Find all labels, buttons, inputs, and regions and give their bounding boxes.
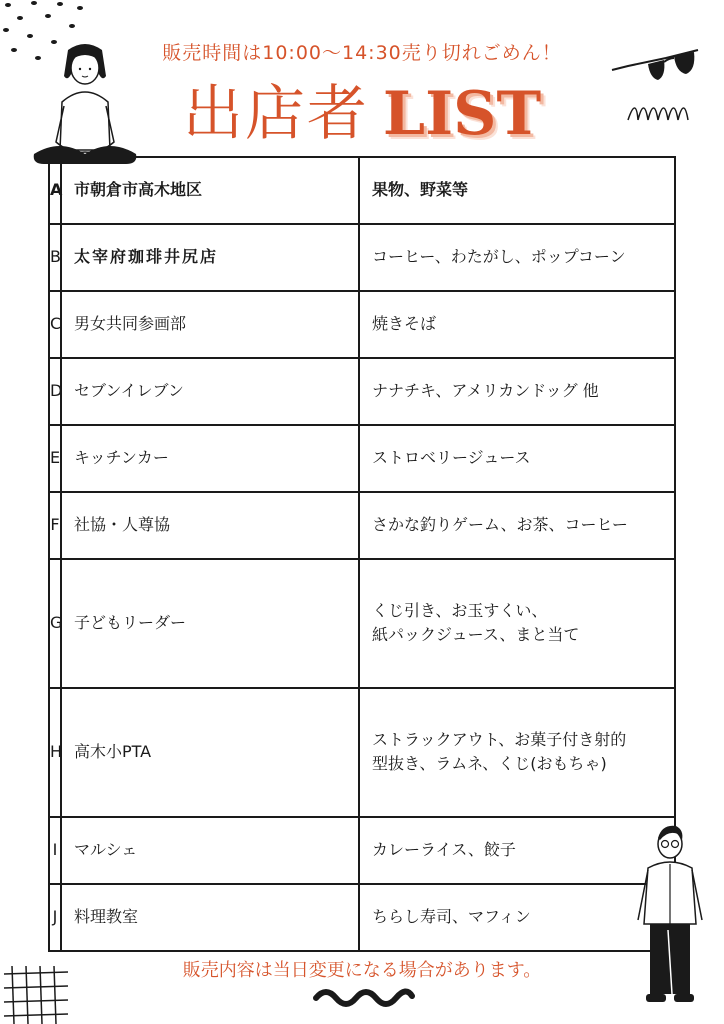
vendor-letter: H [49,688,61,817]
vendor-table [48,156,676,952]
vendor-name: 子どもリーダー [61,559,359,688]
vendor-letter: E [49,425,61,492]
vendor-letter: A [49,157,61,224]
vendor-items [359,157,675,224]
vendor-name: 高木小PTA [61,688,359,817]
vendor-item-line: 紙パックジュース、まと当て [372,625,580,645]
vendor-item-line: カレーライス、餃子 [372,840,516,860]
vendor-name: セブンイレブン [61,358,359,425]
vendor-name: 太宰府珈琲井尻店 [61,224,359,291]
vendor-name: 男女共同参画部 [61,291,359,358]
vendor-item-line: くじ引き、お玉すくい、 [372,600,548,620]
table-row [49,817,675,884]
vendor-name: 市朝倉市高木地区 [61,157,359,224]
page-title [0,66,724,152]
vendor-letter: B [49,224,61,291]
vendor-letter: J [49,884,61,951]
vendor-item-line: 果物、野菜等 [372,180,469,200]
table-row [49,688,675,817]
vendor-items [359,492,675,559]
vendor-item-line: 焼きそば [372,314,437,334]
vendor-item-line: ちらし寿司、マフィン [372,907,531,927]
vendor-items [359,688,675,817]
table-row [49,157,675,224]
vendor-letter: I [49,817,61,884]
vendor-name: マルシェ [61,817,359,884]
sales-hours-subtitle: 販売時間は10:00〜14:30売り切れごめん！ [162,42,562,64]
vendor-item-line: コーヒー、わたがし、ポップコーン [372,247,626,267]
vendor-items [359,358,675,425]
table-row [49,358,675,425]
vendor-items [359,224,675,291]
title-japanese: 出店者 [182,79,369,149]
footer-note: 販売内容は当日変更になる場合があります。 [182,960,542,981]
vendor-item-line: さかな釣りゲーム、お茶、コーヒー [372,515,628,535]
vendor-name: 社協・人尊協 [61,492,359,559]
vendor-items [359,559,675,688]
table-row [49,492,675,559]
vendor-items [359,884,675,951]
vendor-name: キッチンカー [61,425,359,492]
vendor-letter: G [49,559,61,688]
table-row [49,224,675,291]
vendor-items [359,291,675,358]
vendor-item-line: ナナチキ、アメリカンドッグ 他 [372,381,599,401]
table-row [49,291,675,358]
vendor-item-line: 型抜き、ラムネ、くじ(おもちゃ) [372,754,607,774]
vendor-letter: F [49,492,61,559]
table-row [49,884,675,951]
vendor-letter: D [49,358,61,425]
vendor-item-line: ストロベリージュース [372,448,531,468]
table-row [49,425,675,492]
vendor-letter: C [49,291,61,358]
vendor-items [359,425,675,492]
vendor-item-line: ストラックアウト、お菓子付き射的 [372,729,627,749]
decorative-zigzag [312,984,416,1008]
vendor-items [359,817,675,884]
table-row [49,559,675,688]
title-english: LIST [382,79,542,149]
vendor-name: 料理教室 [61,884,359,951]
